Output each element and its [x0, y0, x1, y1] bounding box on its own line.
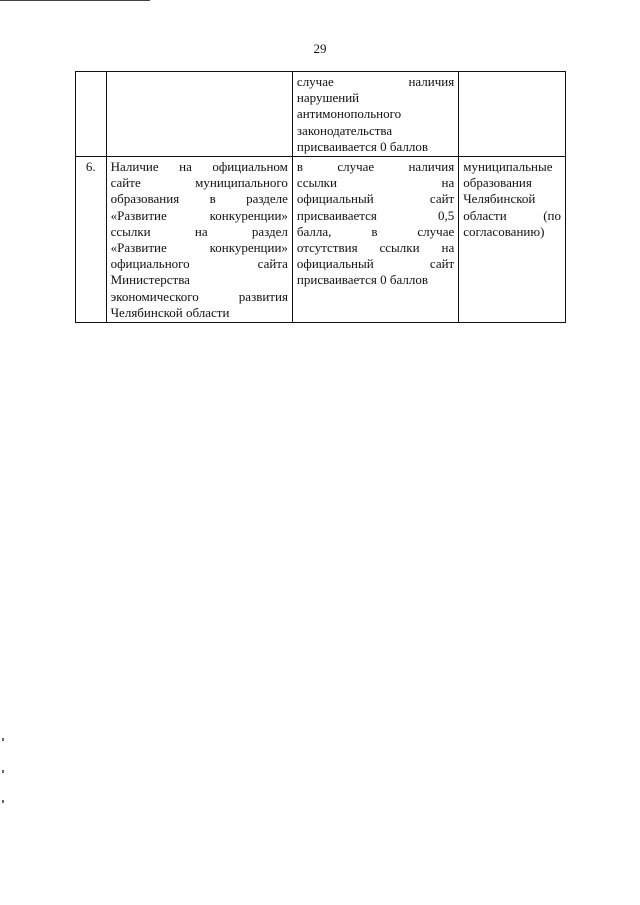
- score-line: ссылки на: [296, 175, 455, 191]
- score-line: балла, в случае: [296, 223, 455, 239]
- page-number: 29: [313, 41, 327, 56]
- row-number-cell: [76, 157, 107, 323]
- score-line: законодательства: [296, 122, 393, 138]
- responsible-cell: [459, 157, 566, 323]
- score-line: антимонопольного: [296, 106, 402, 122]
- responsible-line: образования: [463, 175, 532, 191]
- criterion-line: ссылки на раздел: [110, 223, 288, 239]
- score-cell: [292, 72, 458, 157]
- criterion-line: экономического развития: [110, 288, 288, 304]
- responsible-line: согласованию): [463, 223, 545, 239]
- score-line: случае наличия: [296, 74, 455, 89]
- table-row: [76, 157, 566, 323]
- criterion-line: образования в разделе: [110, 191, 288, 207]
- criterion-line: Министерства: [110, 272, 190, 288]
- criteria-table: [75, 71, 566, 323]
- responsible-line: области (по: [463, 207, 561, 223]
- score-line: отсутствия ссылки на: [296, 240, 455, 256]
- criterion-line: сайте муниципального: [110, 175, 288, 191]
- scan-artifact-mark: [2, 770, 4, 773]
- score-line: присваивается 0,5: [296, 207, 455, 223]
- criterion-line: официального сайта: [110, 256, 288, 272]
- scan-artifact-mark: [2, 800, 4, 803]
- criterion-line: «Развитие конкуренции»: [110, 240, 288, 256]
- responsible-line: Челябинской: [463, 191, 536, 207]
- criterion-line: Наличие на официальном: [110, 159, 288, 175]
- scan-artifact-top: [0, 0, 150, 1]
- criterion-cell: [106, 72, 292, 157]
- score-line: официальный сайт: [296, 191, 455, 207]
- score-line: присваивается 0 баллов: [296, 272, 429, 288]
- score-cell: [292, 157, 458, 323]
- score-line: нарушений: [296, 90, 360, 106]
- row-number: 6.: [85, 159, 96, 175]
- table-row: [76, 72, 566, 157]
- score-line: официальный сайт: [296, 256, 455, 272]
- score-line: присваивается 0 баллов: [296, 138, 429, 154]
- criterion-line: «Развитие конкуренции»: [110, 207, 288, 223]
- responsible-cell: [459, 72, 566, 157]
- criterion-line: Челябинской области: [110, 304, 230, 320]
- criterion-cell: [106, 157, 292, 323]
- row-number-cell: [76, 72, 107, 157]
- score-line: в случае наличия: [296, 159, 455, 175]
- scan-artifact-mark: [2, 738, 4, 741]
- responsible-line: муниципальные: [463, 159, 553, 175]
